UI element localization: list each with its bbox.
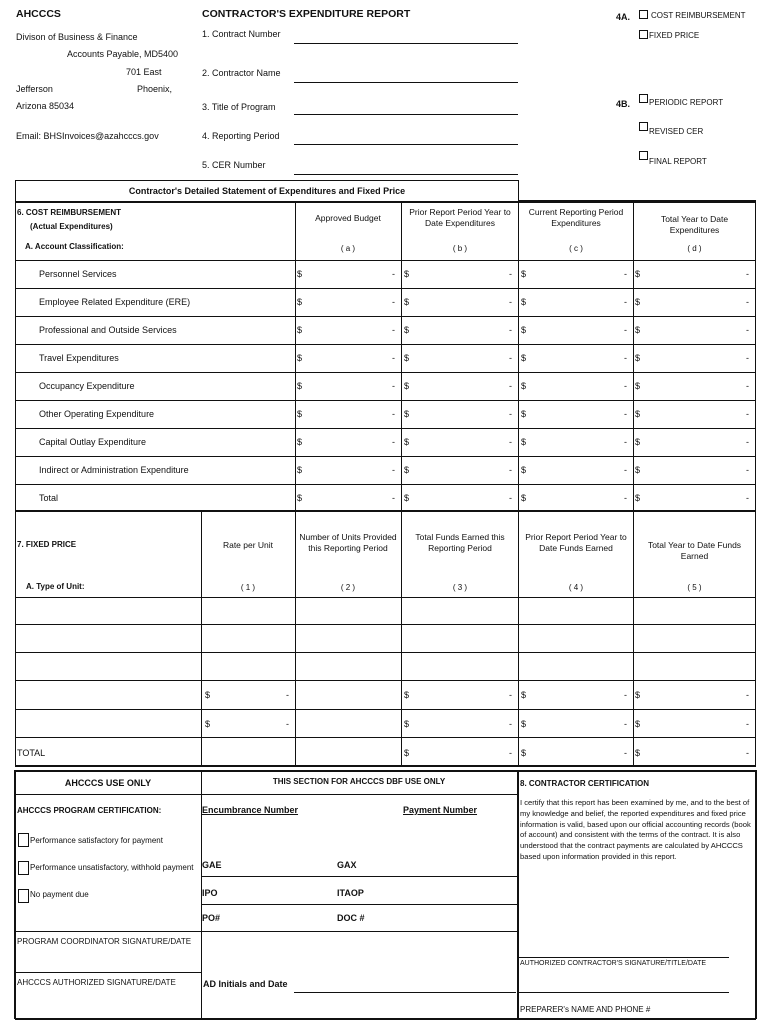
cer-number-input[interactable] xyxy=(294,174,518,175)
address-line: Arizona 85034 xyxy=(16,101,75,111)
currency-symbol: $ xyxy=(635,325,641,335)
currency-symbol: $ xyxy=(521,269,527,279)
currency-symbol: $ xyxy=(521,748,527,758)
col-rate-per-unit: Rate per Unit xyxy=(222,540,274,550)
address-line: Phoenix, xyxy=(137,84,173,94)
currency-symbol: $ xyxy=(404,381,410,391)
currency-symbol: $ xyxy=(521,690,527,700)
amount-value[interactable]: - xyxy=(509,409,512,419)
currency-symbol: $ xyxy=(635,465,641,475)
currency-symbol: $ xyxy=(297,409,303,419)
fixed-price-checkbox[interactable] xyxy=(639,30,648,39)
fixed-total-label: TOTAL xyxy=(17,748,46,758)
row-label: Occupancy Expenditure xyxy=(39,381,135,391)
authorized-signature-label: AHCCCS AUTHORIZED SIGNATURE/DATE xyxy=(17,978,176,987)
currency-symbol: $ xyxy=(297,297,303,307)
currency-symbol: $ xyxy=(404,493,410,503)
amount-value[interactable]: - xyxy=(624,381,627,391)
cost-section-title: 6. COST REIMBURSEMENT xyxy=(17,208,122,217)
amount-value[interactable]: - xyxy=(746,325,749,335)
currency-symbol: $ xyxy=(404,353,410,363)
row-label: Capital Outlay Expenditure xyxy=(39,437,147,447)
currency-symbol: $ xyxy=(404,465,410,475)
amount-value[interactable]: - xyxy=(392,353,395,363)
code-gax: GAX xyxy=(337,860,357,870)
field-label-contract-number: 1. Contract Number xyxy=(202,29,281,39)
currency-symbol: $ xyxy=(635,748,641,758)
currency-symbol: $ xyxy=(635,409,641,419)
currency-symbol: $ xyxy=(521,493,527,503)
program-title-input[interactable] xyxy=(294,114,518,115)
currency-symbol: $ xyxy=(297,325,303,335)
amount-value[interactable]: - xyxy=(509,437,512,447)
row-label: Travel Expenditures xyxy=(39,353,119,363)
currency-symbol: $ xyxy=(521,325,527,335)
amount-value[interactable]: - xyxy=(392,437,395,447)
currency-symbol: $ xyxy=(297,493,303,503)
col-code-a: ( a ) xyxy=(340,244,356,253)
col-code-5: ( 5 ) xyxy=(687,583,702,592)
code-gae: GAE xyxy=(202,860,222,870)
email-text: Email: BHSInvoices@azahcccs.gov xyxy=(16,131,159,141)
amount-value[interactable]: - xyxy=(746,269,749,279)
amount-value[interactable]: - xyxy=(509,493,512,503)
row-label: Other Operating Expenditure xyxy=(39,409,155,419)
amount-value[interactable]: - xyxy=(624,493,627,503)
amount-value[interactable]: - xyxy=(392,269,395,279)
col-prior-ytd-expenditures: Prior Report Period Year to Date Expenditures xyxy=(409,207,511,228)
code-po: PO# xyxy=(202,913,221,923)
col-code-b: ( b ) xyxy=(452,244,468,253)
dbf-section-title: THIS SECTION FOR AHCCCS DBF USE ONLY xyxy=(272,777,446,786)
currency-symbol: $ xyxy=(404,325,410,335)
revised-cer-checkbox[interactable] xyxy=(639,122,648,131)
amount-value[interactable]: - xyxy=(746,465,749,475)
fixed-section-title: 7. FIXED PRICE xyxy=(17,540,77,549)
currency-symbol: $ xyxy=(205,719,211,729)
program-certification-label: AHCCCS PROGRAM CERTIFICATION: xyxy=(17,806,162,815)
currency-symbol: $ xyxy=(297,381,303,391)
amount-value[interactable]: - xyxy=(624,353,627,363)
currency-symbol: $ xyxy=(635,690,641,700)
currency-symbol: $ xyxy=(635,719,641,729)
currency-symbol: $ xyxy=(297,465,303,475)
address-line: 701 East xyxy=(126,67,162,77)
cost-section-subtitle: (Actual Expenditures) xyxy=(30,222,113,231)
currency-symbol: $ xyxy=(635,437,641,447)
currency-symbol: $ xyxy=(205,690,211,700)
no-payment-checkbox[interactable] xyxy=(18,889,29,903)
cert-option-unsatisfactory: Performance unsatisfactory, withhold payment xyxy=(30,863,194,872)
currency-symbol: $ xyxy=(404,297,410,307)
label-4b: 4B. xyxy=(616,99,631,109)
amount-value[interactable]: - xyxy=(624,690,627,700)
currency-symbol: $ xyxy=(521,719,527,729)
option-final-report: FINAL REPORT xyxy=(649,157,707,166)
periodic-report-checkbox[interactable] xyxy=(639,94,648,103)
amount-value[interactable]: - xyxy=(509,719,512,729)
amount-value[interactable]: - xyxy=(392,465,395,475)
currency-symbol: $ xyxy=(635,353,641,363)
ad-initials-label: AD Initials and Date xyxy=(203,979,288,989)
currency-symbol: $ xyxy=(297,437,303,447)
currency-symbol: $ xyxy=(297,353,303,363)
statement-title: Contractor's Detailed Statement of Expenditures and Fixed Price xyxy=(128,186,406,196)
amount-value[interactable]: - xyxy=(624,719,627,729)
currency-symbol: $ xyxy=(635,297,641,307)
currency-symbol: $ xyxy=(521,465,527,475)
amount-value[interactable]: - xyxy=(392,381,395,391)
col-code-d: ( d ) xyxy=(687,244,702,253)
amount-value[interactable]: - xyxy=(286,690,289,700)
address-line: Accounts Payable, MD5400 xyxy=(67,49,179,59)
satisfactory-checkbox[interactable] xyxy=(18,833,29,847)
option-revised-cer: REVISED CER xyxy=(649,127,704,136)
amount-value[interactable]: - xyxy=(624,437,627,447)
col-code-1: ( 1 ) xyxy=(240,583,256,592)
address-line: Jefferson xyxy=(16,84,53,94)
col-current-period-expenditures: Current Reporting Period Expenditures xyxy=(528,207,624,228)
cost-reimbursement-checkbox[interactable] xyxy=(639,10,648,19)
code-ipo: IPO xyxy=(202,888,218,898)
col-code-2: ( 2 ) xyxy=(340,583,356,592)
final-report-checkbox[interactable] xyxy=(639,151,648,160)
cert-option-satisfactory: Performance satisfactory for payment xyxy=(30,836,163,845)
amount-value[interactable]: - xyxy=(509,353,512,363)
currency-symbol: $ xyxy=(521,353,527,363)
cert-option-no-payment: No payment due xyxy=(30,890,89,899)
payment-number-label: Payment Number xyxy=(403,805,478,815)
report-title: CONTRACTOR'S EXPENDITURE REPORT xyxy=(202,8,411,20)
amount-value[interactable]: - xyxy=(392,409,395,419)
currency-symbol: $ xyxy=(404,437,410,447)
currency-symbol: $ xyxy=(404,409,410,419)
amount-value[interactable]: - xyxy=(746,493,749,503)
currency-symbol: $ xyxy=(521,437,527,447)
amount-value[interactable]: - xyxy=(746,353,749,363)
amount-value[interactable]: - xyxy=(624,748,627,758)
amount-value[interactable]: - xyxy=(509,297,512,307)
coordinator-signature-label: PROGRAM COORDINATOR SIGNATURE/DATE xyxy=(17,937,192,946)
currency-symbol: $ xyxy=(635,269,641,279)
currency-symbol: $ xyxy=(521,409,527,419)
reporting-period-input[interactable] xyxy=(294,144,518,145)
amount-value[interactable]: - xyxy=(624,465,627,475)
amount-value[interactable]: - xyxy=(509,325,512,335)
ad-initials-input[interactable] xyxy=(294,992,516,993)
contractor-signature-label: AUTHORIZED CONTRACTOR'S SIGNATURE/TITLE/DATE xyxy=(520,960,707,967)
contract-number-input[interactable] xyxy=(294,43,518,44)
field-label-program-title: 3. Title of Program xyxy=(202,102,276,112)
row-label: Personnel Services xyxy=(39,269,117,279)
amount-value[interactable]: - xyxy=(624,325,627,335)
currency-symbol: $ xyxy=(521,381,527,391)
account-classification-label: A. Account Classification: xyxy=(25,242,124,251)
amount-value[interactable]: - xyxy=(509,381,512,391)
option-fixed-price: FIXED PRICE xyxy=(649,31,700,40)
amount-value[interactable]: - xyxy=(746,409,749,419)
currency-symbol: $ xyxy=(521,297,527,307)
amount-value[interactable]: - xyxy=(746,437,749,447)
encumbrance-number-label: Encumbrance Number xyxy=(202,805,299,815)
currency-symbol: $ xyxy=(404,269,410,279)
currency-symbol: $ xyxy=(297,269,303,279)
col-prior-ytd-funds: Prior Report Period Year to Date Funds Earned xyxy=(525,532,627,553)
preparer-label: PREPARER's NAME AND PHONE # xyxy=(520,1005,651,1014)
field-label-cer-number: 5. CER Number xyxy=(202,160,266,170)
row-label: Indirect or Administration Expenditure xyxy=(39,465,189,475)
use-only-title: AHCCCS USE ONLY xyxy=(64,778,152,788)
row-label: Professional and Outside Services xyxy=(39,325,177,335)
amount-value[interactable]: - xyxy=(746,381,749,391)
amount-value[interactable]: - xyxy=(509,748,512,758)
amount-value[interactable]: - xyxy=(509,690,512,700)
col-total-ytd-funds: Total Year to Date Funds Earned xyxy=(647,540,742,561)
option-cost-reimbursement: COST REIMBURSEMENT xyxy=(651,11,746,20)
row-label: Employee Related Expenditure (ERE) xyxy=(39,297,191,307)
org-name: AHCCCS xyxy=(16,8,61,20)
col-code-3: ( 3 ) xyxy=(452,583,468,592)
amount-value[interactable]: - xyxy=(286,719,289,729)
amount-value[interactable]: - xyxy=(746,719,749,729)
contractor-certification-title: 8. CONTRACTOR CERTIFICATION xyxy=(520,779,650,788)
row-label: Total xyxy=(39,493,59,503)
col-units-provided: Number of Units Provided this Reporting Period xyxy=(299,532,397,553)
code-doc: DOC # xyxy=(337,913,365,923)
amount-value[interactable]: - xyxy=(624,269,627,279)
amount-value[interactable]: - xyxy=(392,325,395,335)
col-approved-budget: Approved Budget xyxy=(315,213,381,223)
amount-value[interactable]: - xyxy=(746,748,749,758)
label-4a: 4A. xyxy=(616,12,631,22)
option-periodic-report: PERIODIC REPORT xyxy=(649,98,724,107)
contractor-name-input[interactable] xyxy=(294,82,518,83)
col-funds-earned-period: Total Funds Earned this Reporting Period xyxy=(415,532,505,553)
certification-text: I certify that this report has been examined by me, and to the best of my knowledge and belief, the reported expenditures and fixed price information is valid, based upon our official accounting records (book of account) and consistent with the terms of the contract. It is also understood that the contract payments are calculated by AHCCCS based upon information provided in this report. xyxy=(520,798,751,861)
field-label-reporting-period: 4. Reporting Period xyxy=(202,131,280,141)
col-code-c: ( c ) xyxy=(569,244,583,253)
currency-symbol: $ xyxy=(635,493,641,503)
code-itaop: ITAOP xyxy=(337,888,364,898)
currency-symbol: $ xyxy=(404,719,410,729)
currency-symbol: $ xyxy=(404,690,410,700)
col-code-4: ( 4 ) xyxy=(568,583,584,592)
amount-value[interactable]: - xyxy=(509,269,512,279)
amount-value[interactable]: - xyxy=(509,465,512,475)
unsatisfactory-checkbox[interactable] xyxy=(18,861,29,875)
amount-value[interactable]: - xyxy=(624,409,627,419)
amount-value[interactable]: - xyxy=(746,297,749,307)
col-total-ytd-expenditures: Total Year to Date Expenditures xyxy=(660,214,729,235)
currency-symbol: $ xyxy=(404,748,410,758)
currency-symbol: $ xyxy=(635,381,641,391)
amount-value[interactable]: - xyxy=(392,493,395,503)
field-label-contractor-name: 2. Contractor Name xyxy=(202,68,281,78)
type-of-unit-label: A. Type of Unit: xyxy=(26,582,85,591)
amount-value[interactable]: - xyxy=(392,297,395,307)
amount-value[interactable]: - xyxy=(746,690,749,700)
amount-value[interactable]: - xyxy=(624,297,627,307)
address-line: Divison of Business & Finance xyxy=(16,32,138,42)
